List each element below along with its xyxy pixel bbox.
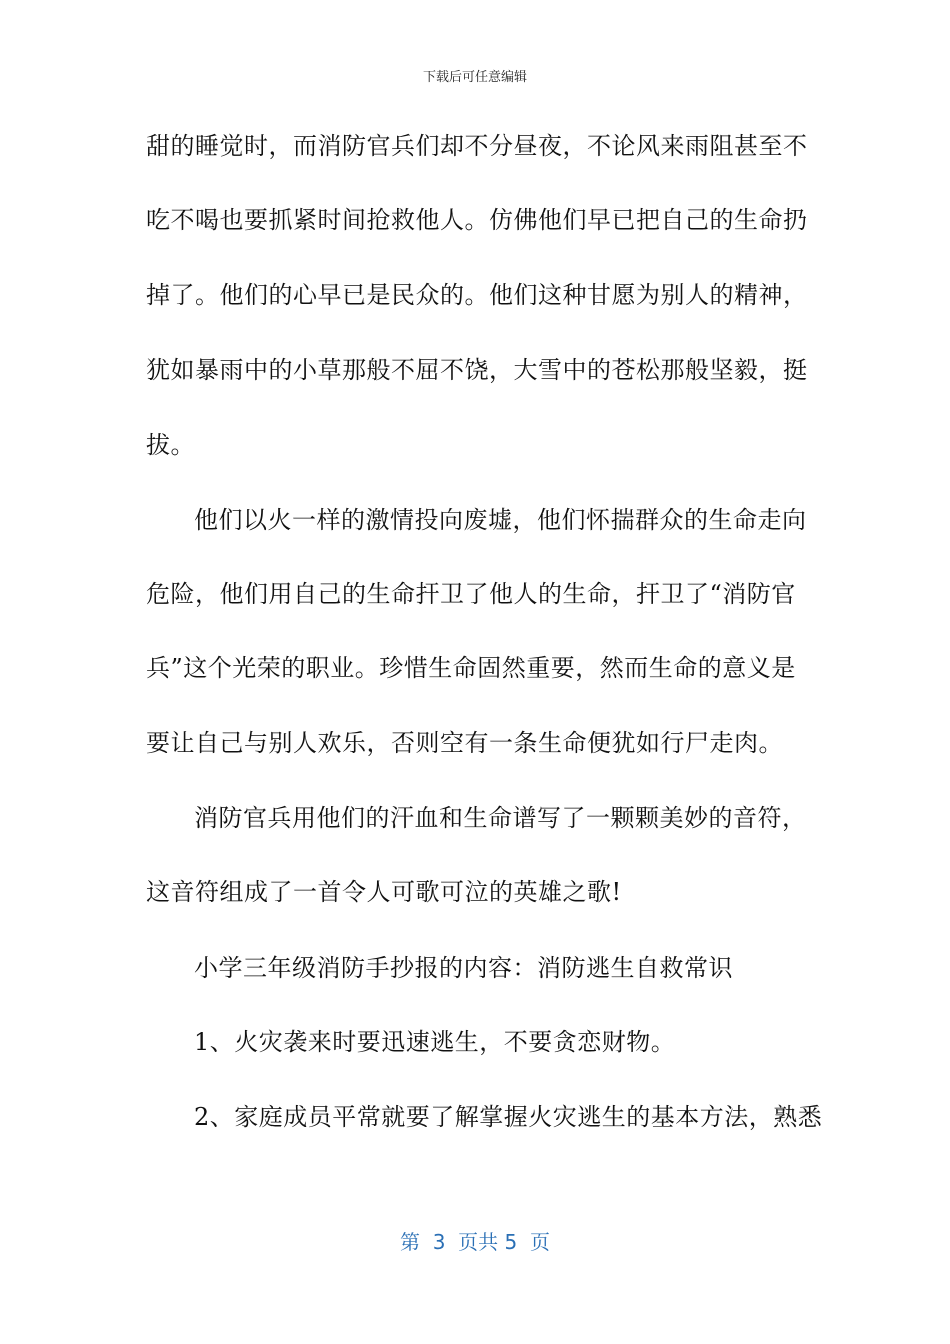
text-line: 1、火灾袭来时要迅速逃生，不要贪恋财物。	[194, 1028, 676, 1056]
text-line: 吃不喝也要抓紧时间抢救他人。仿佛他们早已把自己的生命扔	[146, 206, 808, 234]
page-number-footer: 第 3 页共 5 页	[400, 1230, 550, 1254]
text-line: 要让自己与别人欢乐，否则空有一条生命便犹如行尸走肉。	[146, 729, 783, 757]
text-line: 这音符组成了一首令人可歌可泣的英雄之歌!	[146, 878, 622, 906]
text-line: 拔。	[146, 431, 195, 459]
text-line: 小学三年级消防手抄报的内容：消防逃生自救常识	[194, 954, 733, 982]
text-line: 危险，他们用自己的生命扞卫了他人的生命，扞卫了“消防官	[146, 580, 796, 608]
text-line: 犹如暴雨中的小草那般不屈不饶，大雪中的苍松那般坚毅，挺	[146, 356, 808, 384]
text-line: 他们以火一样的激情投向废墟，他们怀揣群众的生命走向	[194, 506, 807, 534]
text-line: 兵”这个光荣的职业。珍惜生命固然重要，然而生命的意义是	[146, 654, 796, 682]
text-line: 甜的睡觉时，而消防官兵们却不分昼夜，不论风来雨阻甚至不	[146, 132, 808, 160]
text-line: 掉了。他们的心早已是民众的。他们这种甘愿为别人的精神，	[146, 281, 808, 309]
text-line: 2、家庭成员平常就要了解掌握火灾逃生的基本方法，熟悉	[194, 1103, 823, 1131]
text-line: 消防官兵用他们的汗血和生命谱写了一颗颗美妙的音符，	[194, 804, 807, 832]
header-note: 下载后可任意编辑	[422, 70, 527, 85]
